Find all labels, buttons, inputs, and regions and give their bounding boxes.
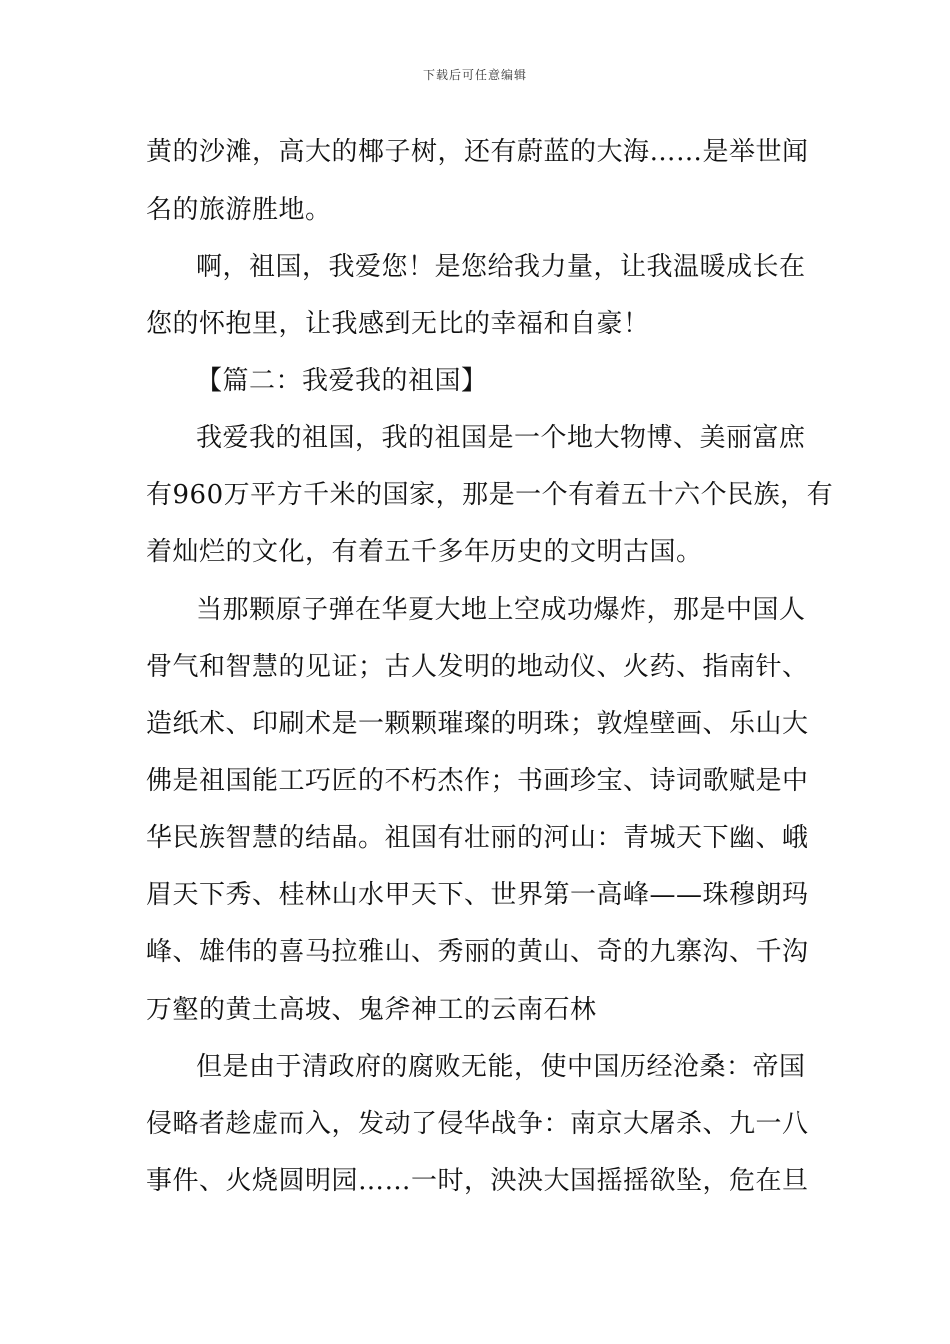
text-line: 有960万平方千米的国家，那是一个有着五十六个民族，有 [146, 480, 834, 510]
text-line: 峰、雄伟的喜马拉雅山、秀丽的黄山、奇的九寨沟、千沟 [146, 937, 809, 967]
text-line: 华民族智慧的结晶。祖国有壮丽的河山：青城天下幽、峨 [146, 823, 809, 853]
text-line: 造纸术、印刷术是一颗颗璀璨的明珠；敦煌壁画、乐山大 [146, 709, 809, 739]
text-line: 您的怀抱里，让我感到无比的幸福和自豪！ [146, 309, 650, 339]
text-line: 但是由于清政府的腐败无能，使中国历经沧桑：帝国 [196, 1052, 806, 1082]
text-line: 事件、火烧圆明园……一时，泱泱大国摇摇欲坠，危在旦 [146, 1166, 809, 1196]
text-line: 佛是祖国能工巧匠的不朽杰作；书画珍宝、诗词歌赋是中 [146, 766, 809, 796]
text-line: 当那颗原子弹在华夏大地上空成功爆炸，那是中国人 [196, 595, 806, 625]
text-line: 侵略者趁虚而入，发动了侵华战争：南京大屠杀、九一八 [146, 1109, 809, 1139]
text-line: 我爱我的祖国，我的祖国是一个地大物博、美丽富庶 [196, 423, 806, 453]
text-line: 着灿烂的文化，有着五千多年历史的文明古国。 [146, 537, 703, 567]
page-header: 下载后可任意编辑 [422, 68, 527, 82]
text-line: 眉天下秀、桂林山水甲天下、世界第一高峰——珠穆朗玛 [146, 880, 809, 910]
text-line: 啊，祖国，我爱您！是您给我力量，让我温暖成长在 [196, 252, 806, 282]
text-line: 骨气和智慧的见证；古人发明的地动仪、火药、指南针、 [146, 652, 809, 682]
text-line: 黄的沙滩，高大的椰子树，还有蔚蓝的大海……是举世闻 [146, 137, 809, 167]
text-line: 万壑的黄土高坡、鬼斧神工的云南石林 [146, 995, 597, 1025]
text-line: 名的旅游胜地。 [146, 195, 332, 225]
section-heading: 【篇二：我爱我的祖国】 [196, 366, 488, 396]
